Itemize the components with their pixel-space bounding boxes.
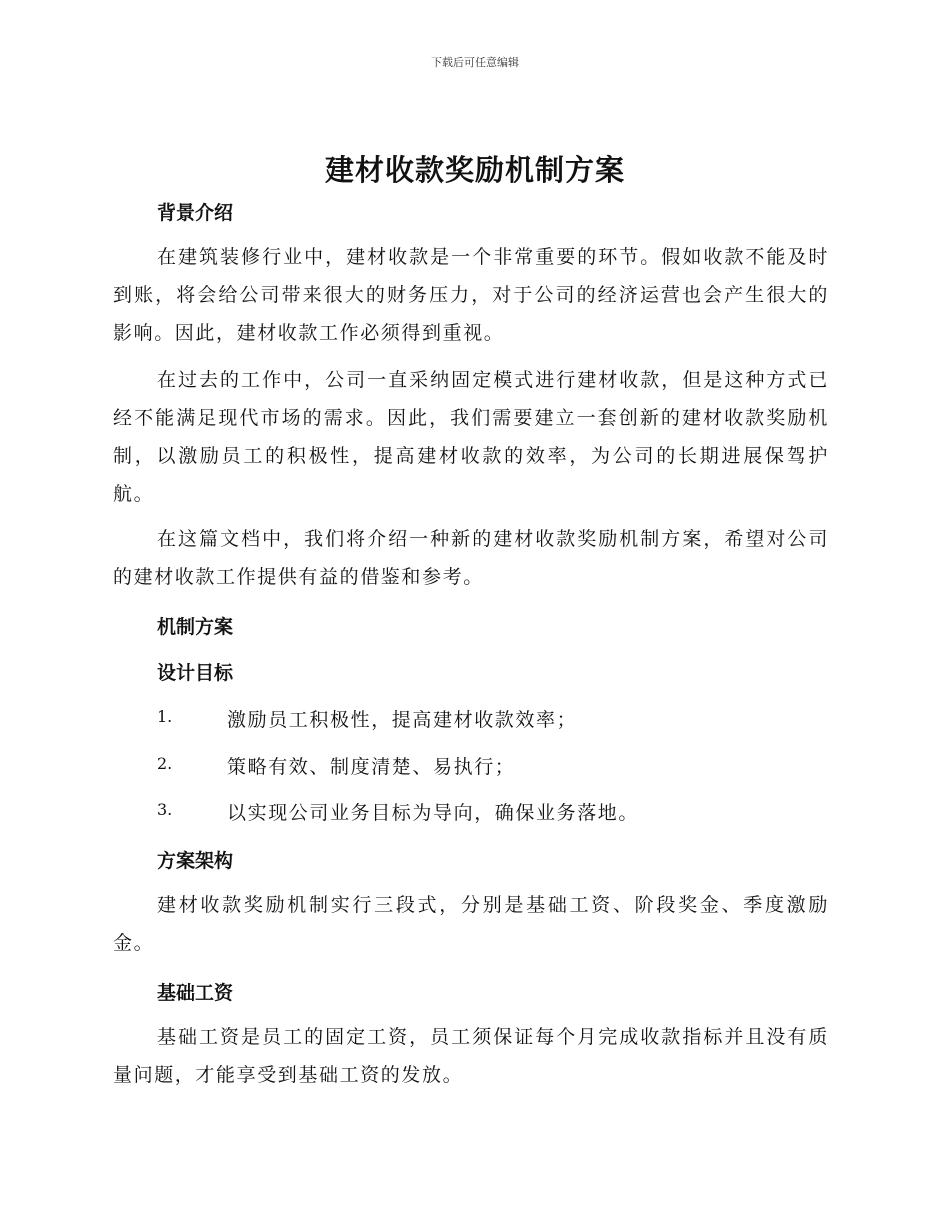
heading-base-salary: 基础工资 [157, 982, 234, 1004]
heading-background: 背景介绍 [157, 202, 234, 224]
goal-number: 3. [157, 800, 173, 819]
heading-goals: 设计目标 [157, 662, 234, 684]
goal-number: 1. [157, 707, 173, 726]
paragraph-background-2: 在过去的工作中，公司一直采纳固定模式进行建材收款，但是这种方式已经不能满足现代市场的需求。因此，我们需要建立一套创新的建材收款奖励机制，以激励员工的积极性，提高建材收款的效率，为公司的长期进展保驾护航。 [113, 369, 829, 505]
paragraph-structure: 建材收款奖励机制实行三段式，分别是基础工资、阶段奖金、季度激励金。 [113, 894, 829, 954]
paragraph-background-1: 在建筑装修行业中，建材收款是一个非常重要的环节。假如收款不能及时到账，将会给公司带来很大的财务压力，对于公司的经济运营也会产生很大的影响。因此，建材收款工作必须得到重视。 [113, 246, 829, 344]
document-title: 建材收款奖励机制方案 [324, 153, 625, 187]
paragraph-background-3: 在这篇文档中，我们将介绍一种新的建材收款奖励机制方案，希望对公司的建材收款工作提供有益的借鉴和参考。 [113, 528, 829, 588]
goal-text: 激励员工积极性，提高建材收款效率； [227, 709, 578, 731]
goal-text: 策略有效、制度清楚、易执行； [227, 756, 516, 778]
goal-text: 以实现公司业务目标为导向，确保业务落地。 [227, 802, 640, 824]
paragraph-base-salary: 基础工资是员工的固定工资，员工须保证每个月完成收款指标并且没有质量问题，才能享受到基础工资的发放。 [113, 1026, 829, 1086]
header-note: 下载后可任意编辑 [431, 56, 519, 69]
heading-structure: 方案架构 [157, 850, 234, 872]
heading-mechanism: 机制方案 [157, 616, 234, 638]
goal-number: 2. [157, 754, 173, 773]
